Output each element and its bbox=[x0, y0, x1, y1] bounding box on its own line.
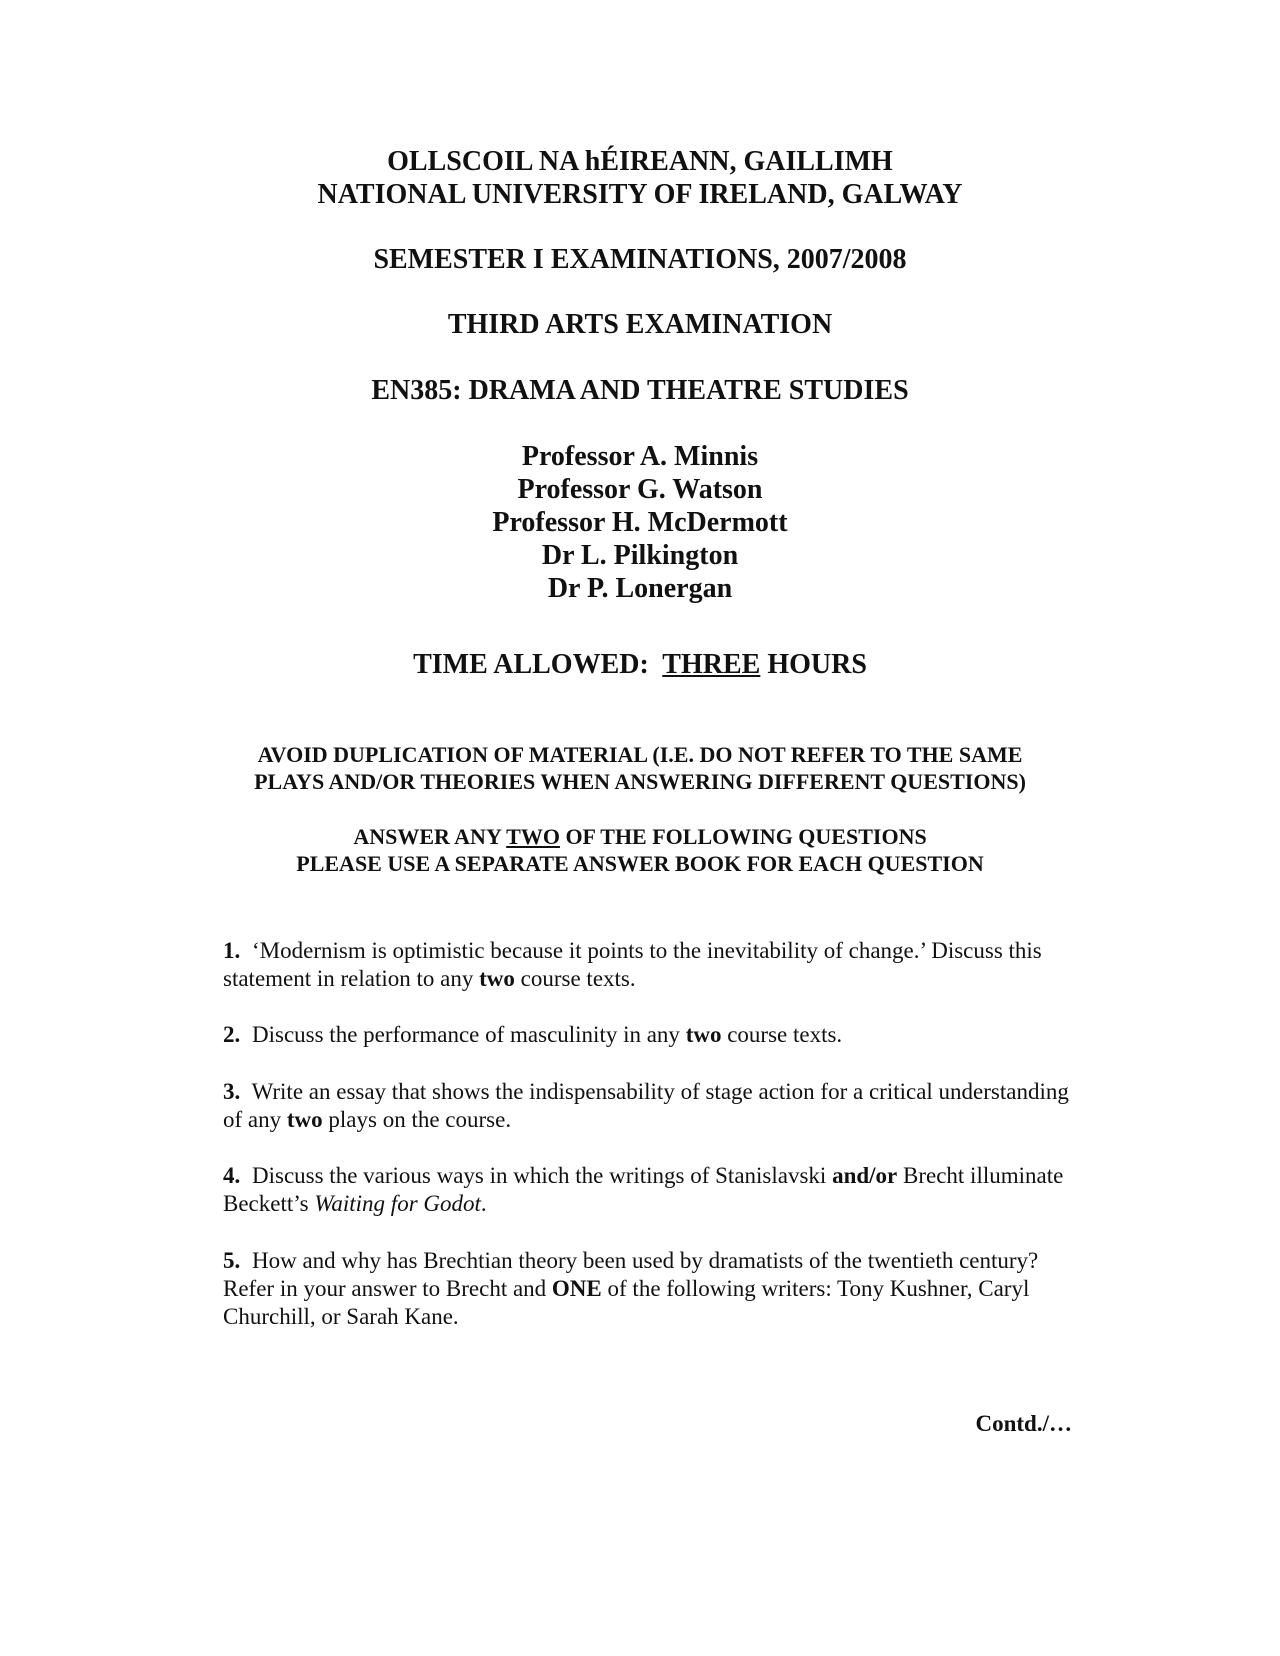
question-text: course texts. bbox=[727, 1022, 843, 1047]
answer-count-suffix: OF THE FOLLOWING QUESTIONS bbox=[565, 824, 927, 849]
question-number: 2. bbox=[223, 1022, 241, 1047]
question-5 bbox=[223, 1247, 1093, 1331]
duplication-warning bbox=[0, 741, 1280, 795]
question-text: course texts. bbox=[520, 966, 636, 991]
question-number: 3. bbox=[223, 1079, 241, 1104]
exam-title: THIRD ARTS EXAMINATION bbox=[447, 309, 833, 340]
university-header bbox=[0, 145, 1280, 211]
duplication-warning-line: AVOID DUPLICATION OF MATERIAL (I.E. DO NOT REFER TO THE SAME bbox=[257, 742, 1023, 767]
semester-title: SEMESTER I EXAMINATIONS, 2007/2008 bbox=[373, 244, 907, 275]
question-text: . bbox=[480, 1191, 487, 1216]
question-number: 4. bbox=[223, 1163, 241, 1188]
time-allowed bbox=[0, 648, 1280, 681]
examiner-name: Dr L. Pilkington bbox=[541, 540, 739, 571]
question-number: 1. bbox=[223, 938, 241, 963]
question-emphasis: two bbox=[685, 1022, 722, 1047]
question-text: Discuss the performance of masculinity in any bbox=[252, 1022, 680, 1047]
separate-book-instruction: PLEASE USE A SEPARATE ANSWER BOOK FOR EACH QUESTION bbox=[296, 851, 984, 876]
play-title: Waiting for Godot bbox=[314, 1191, 481, 1216]
question-emphasis: two bbox=[479, 966, 515, 991]
examiner-name: Professor A. Minnis bbox=[521, 441, 759, 472]
course-title: EN385: DRAMA AND THEATRE STUDIES bbox=[371, 375, 909, 406]
question-1 bbox=[223, 937, 1093, 993]
examiner-name: Professor G. Watson bbox=[517, 474, 763, 505]
question-4 bbox=[223, 1162, 1093, 1218]
question-3 bbox=[223, 1078, 1093, 1134]
question-text: of the following writers: Tony Kushner, Caryl Churchill, or Sarah Kane. bbox=[223, 1276, 1030, 1329]
answer-count-instruction bbox=[0, 823, 1280, 850]
examiner-name: Dr P. Lonergan bbox=[547, 573, 733, 604]
question-2 bbox=[223, 1021, 1093, 1049]
time-allowed-label: TIME ALLOWED: bbox=[413, 649, 649, 680]
examiner-list bbox=[0, 440, 1280, 605]
answer-count-number: TWO bbox=[506, 824, 560, 849]
time-allowed-hours: THREE bbox=[662, 649, 761, 680]
question-text: How and why has Brechtian theory been used by dramatists of the twentieth century? Refer in your answer to Brecht and bbox=[223, 1248, 1039, 1301]
continued-marker: Contd./… bbox=[975, 1411, 1072, 1436]
question-text: Discuss the various ways in which the writings of Stanislavski bbox=[252, 1163, 827, 1188]
question-emphasis: two bbox=[286, 1107, 323, 1132]
answer-instructions bbox=[0, 823, 1280, 877]
university-irish-name: OLLSCOIL NA hÉIREANN, GAILLIMH bbox=[387, 146, 893, 177]
university-english-name: NATIONAL UNIVERSITY OF IRELAND, GALWAY bbox=[317, 179, 963, 210]
answer-count-prefix: ANSWER ANY bbox=[353, 824, 502, 849]
duplication-warning-line: PLAYS AND/OR THEORIES WHEN ANSWERING DIFFERENT QUESTIONS) bbox=[254, 769, 1026, 794]
question-text: ‘Modernism is optimistic because it points to the inevitability of change.’ Discuss this statement in relation to any bbox=[223, 938, 1042, 991]
question-number: 5. bbox=[223, 1248, 241, 1273]
question-emphasis: ONE bbox=[551, 1276, 602, 1301]
question-text: Write an essay that shows the indispensability of stage action for a critical understanding of any bbox=[223, 1079, 1069, 1132]
time-allowed-unit: HOURS bbox=[767, 649, 867, 680]
question-text: plays on the course. bbox=[328, 1107, 512, 1132]
examiner-name: Professor H. McDermott bbox=[492, 507, 788, 538]
question-emphasis: and/or bbox=[832, 1163, 898, 1188]
question-text: Brecht illuminate Beckett’s bbox=[223, 1163, 1064, 1216]
